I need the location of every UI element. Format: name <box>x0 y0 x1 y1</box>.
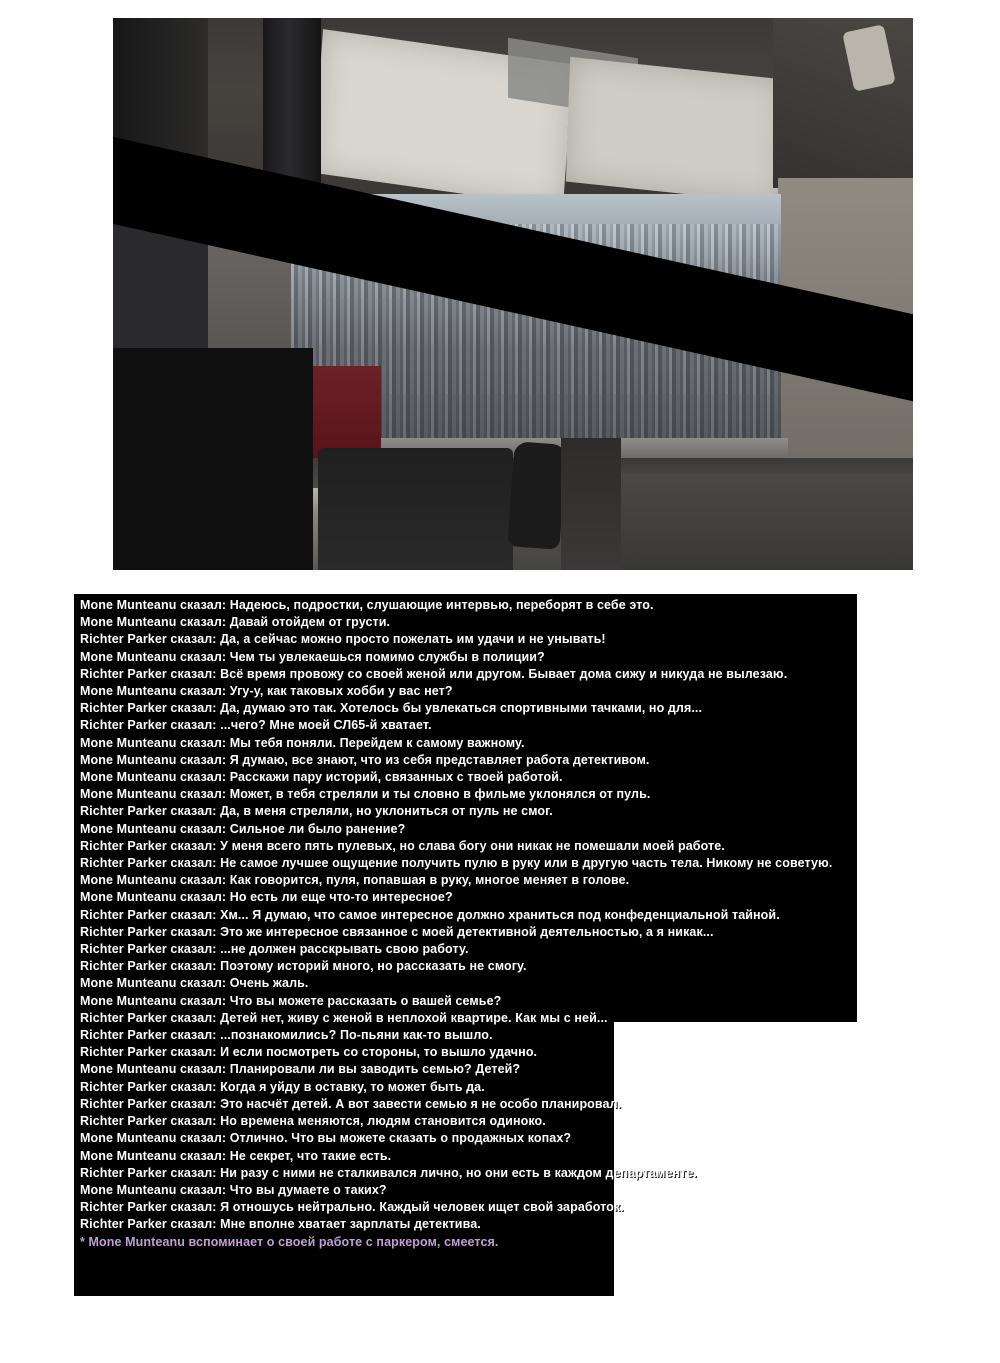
ceiling-right-corner <box>773 18 913 188</box>
chat-message-line: Richter Parker сказал: Хм... Я думаю, что самое интересное должно храниться под конфеденциальной тайной. <box>80 907 780 922</box>
chat-message-line: Richter Parker сказал: Да, в меня стреляли, но уклониться от пуль не смог. <box>80 804 553 819</box>
chat-message-line: Mone Munteanu сказал: Угу-у, как таковых хобби у вас нет? <box>80 684 453 699</box>
chat-message-line: Mone Munteanu сказал: Не секрет, что такие есть. <box>80 1148 392 1163</box>
office-chair-headrest <box>507 441 566 549</box>
chat-message-line: Mone Munteanu сказал: Очень жаль. <box>80 976 309 991</box>
chat-message-line: Mone Munteanu сказал: Но есть ли еще что-то интересное? <box>80 890 453 905</box>
chat-message-line: Richter Parker сказал: Ни разу с ними не сталкивался лично, но они есть в каждом департаменте. <box>80 1165 697 1180</box>
chat-message-line: Richter Parker сказал: Детей нет, живу с женой в неплохой квартире. Как мы с ней... <box>80 1010 608 1025</box>
floor-right <box>621 473 913 570</box>
chat-message-line: Mone Munteanu сказал: Я думаю, все знают, что из себя представляет работа детективом. <box>80 752 650 767</box>
chat-log <box>80 597 870 1251</box>
chat-message-line: Richter Parker сказал: Да, думаю это так. Хотелось бы увлекаться спортивными тачками, но для... <box>80 701 703 716</box>
chat-message-line: Mone Munteanu сказал: Сильное ли было ранение? <box>80 821 406 836</box>
ceiling-paper-right <box>566 57 785 204</box>
chat-message-line: Mone Munteanu сказал: Чем ты увлекаешься помимо службы в полиции? <box>80 649 545 664</box>
chat-message-line: Richter Parker сказал: ...не должен расскрывать свою работу. <box>80 942 469 957</box>
chat-message-line: Richter Parker сказал: Да, а сейчас можно просто пожелать им удачи и не унывать! <box>80 632 606 647</box>
chat-message-line: Richter Parker сказал: Всё время провожу со своей женой или другом. Бывает дома сижу и никуда не вылезаю. <box>80 666 788 681</box>
chat-message-line: Richter Parker сказал: Не самое лучшее ощущение получить пулю в руку или в другую часть тела. Никому не советую. <box>80 856 833 871</box>
chat-message-line: Richter Parker сказал: Поэтому историй много, но рассказать не смогу. <box>80 959 527 974</box>
chat-message-line: Richter Parker сказал: Это насчёт детей. А вот завести семью я не особо планировал. <box>80 1096 622 1111</box>
chat-message-line: Richter Parker сказал: ...чего? Мне моей СЛ65-й хватает. <box>80 718 432 733</box>
chat-message-line: Mone Munteanu сказал: Что вы можете рассказать о вашей семье? <box>80 993 502 1008</box>
chat-message-line: Richter Parker сказал: ...познакомились? По-пьяни как-то вышло. <box>80 1028 493 1043</box>
cubicle-partition <box>561 438 621 570</box>
chat-message-line: Richter Parker сказал: И если посмотреть со стороны, то вышло удачно. <box>80 1045 538 1060</box>
chat-message-line: Mone Munteanu сказал: Отлично. Что вы можете сказать о продажных копах? <box>80 1131 572 1146</box>
game-screenshot <box>113 18 913 570</box>
chat-message-line: Richter Parker сказал: Это же интересное связанное с моей детективной деятельностью, а я никак... <box>80 924 714 939</box>
chat-message-line: Richter Parker сказал: Когда я уйду в оставку, то может быть да. <box>80 1079 485 1094</box>
chat-message-line: Richter Parker сказал: У меня всего пять пулевых, но слава богу они никак не помешали моей работе. <box>80 838 725 853</box>
chat-message-line: Richter Parker сказал: Мне вполне хватает зарплаты детектива. <box>80 1217 481 1232</box>
chat-message-line: Mone Munteanu сказал: Мы тебя поняли. Перейдем к самому важному. <box>80 735 525 750</box>
chat-message-line: Mone Munteanu сказал: Давай отойдем от грусти. <box>80 615 391 630</box>
chat-message-line: Richter Parker сказал: Я отношусь нейтрально. Каждый человек ищет свой заработок. <box>80 1200 624 1215</box>
chat-action-line: * Mone Munteanu вспоминает о своей работе с паркером, смеется. <box>80 1234 499 1249</box>
chat-message-line: Mone Munteanu сказал: Что вы думаете о таких? <box>80 1182 387 1197</box>
chat-message-line: Richter Parker сказал: Но времена меняются, людям становится одиноко. <box>80 1114 546 1129</box>
chat-message-line: Mone Munteanu сказал: Расскажи пару историй, связанных с твоей работой. <box>80 770 563 785</box>
chat-message-line: Mone Munteanu сказал: Как говорится, пуля, попавшая в руку, многое меняет в голове. <box>80 873 630 888</box>
office-chair-back <box>318 448 513 570</box>
chat-message-line: Mone Munteanu сказал: Может, в тебя стреляли и ты словно в фильме уклонялся от пуль. <box>80 787 651 802</box>
black-corner-overlay <box>113 348 313 570</box>
chat-message-line: Mone Munteanu сказал: Надеюсь, подростки, слушающие интервью, переборят в себе это. <box>80 598 654 612</box>
chat-message-line: Mone Munteanu сказал: Планировали ли вы заводить семью? Детей? <box>80 1062 521 1077</box>
